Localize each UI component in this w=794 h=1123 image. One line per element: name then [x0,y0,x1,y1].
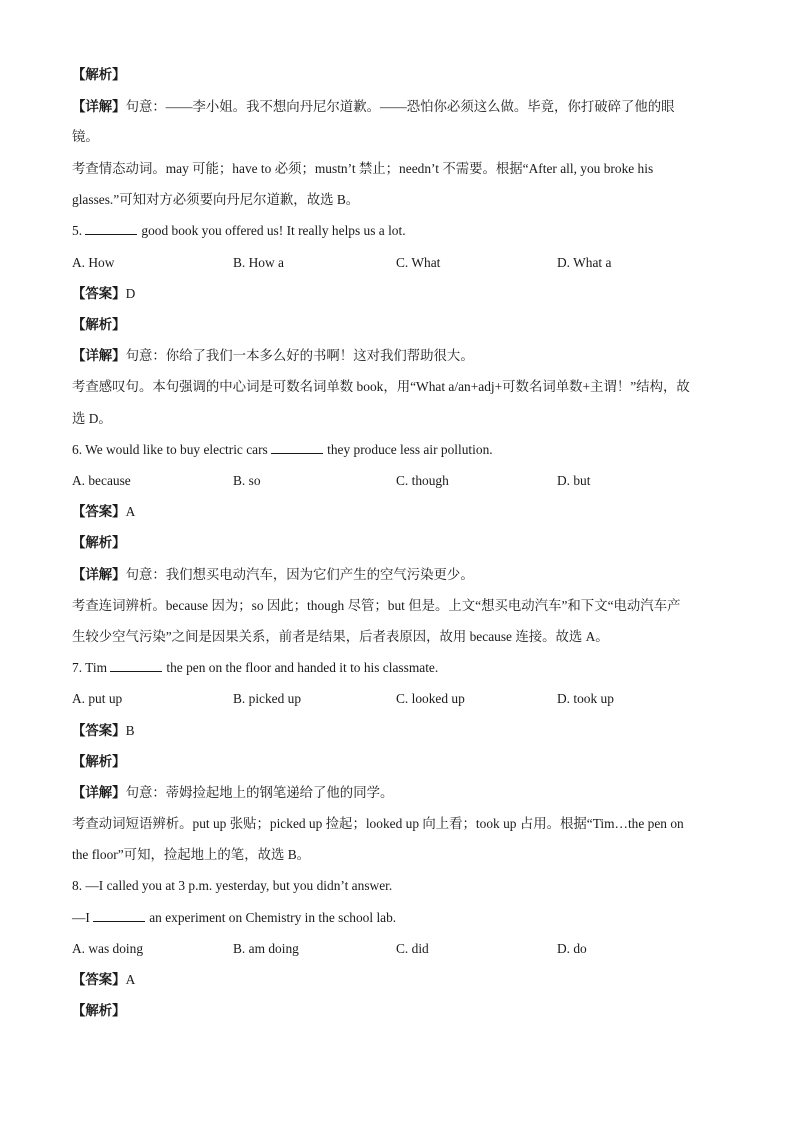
explanation-line: 考查连词辨析。because 因为；so 因此；though 尽管；but 但是。上文“想买电动汽车”和下文“电动汽车产 [72,598,681,613]
option-c: C. looked up [396,691,465,706]
answer-line: 【答案】D [72,286,136,301]
explanation-line: 考查动词短语辨析。put up 张贴；picked up 捡起；looked up 向上看；took up 占用。根据“Tim…the pen on [72,816,684,831]
answer-line: 【答案】A [72,972,136,987]
analysis-heading: 【解析】 [72,754,126,769]
detail-line: 【详解】句意：蒂姆捡起地上的钢笔递给了他的同学。 [72,785,394,800]
detail-line: 【详解】句意：你给了我们一本多么好的书啊！这对我们帮助很大。 [72,348,474,363]
detail-line: 【详解】句意：——李小姐。我不想向丹尼尔道歉。——恐怕你必须这么做。毕竟，你打破碎了他的眼 [72,99,675,114]
option-a: A. because [72,473,131,488]
option-a: A. put up [72,691,123,706]
option-d: D. took up [557,691,614,706]
question-stem-line2: —I an experiment on Chemistry in the school lab. [72,910,397,925]
option-d: D. do [557,941,587,956]
question-stem: 7. Tim the pen on the floor and handed it to his classmate. [72,660,439,675]
option-d: D. What a [557,255,612,270]
option-b: B. How a [233,255,284,270]
option-c: C. did [396,941,429,956]
answer-blank [110,659,162,672]
option-d: D. but [557,473,591,488]
analysis-heading: 【解析】 [72,317,126,332]
option-a: A. was doing [72,941,144,956]
explanation-line: 选 D。 [72,411,112,426]
answer-line: 【答案】B [72,723,135,738]
explanation-line: the floor”可知，捡起地上的笔，故选 B。 [72,847,311,862]
option-c: C. though [396,473,449,488]
answer-line: 【答案】A [72,504,136,519]
explanation-line: 生较少空气污染”之间是因果关系，前者是结果，后者表原因，故用 because 连接。故选 A。 [72,629,609,644]
answer-blank [271,441,323,454]
option-b: B. so [233,473,261,488]
detail-line-continued: 镜。 [72,129,99,144]
question-stem: 6. We would like to buy electric cars they produce less air pollution. [72,442,493,457]
option-b: B. picked up [233,691,302,706]
analysis-heading: 【解析】 [72,535,126,550]
explanation-line: 考查情态动词。may 可能；have to 必须；mustn’t 禁止；needn’t 不需要。根据“After all, you broke his [72,161,654,176]
option-c: C. What [396,255,441,270]
explanation-line: 考查感叹句。本句强调的中心词是可数名词单数 book，用“What a/an+adj+可数名词单数+主谓！”结构，故 [72,379,690,394]
analysis-heading: 【解析】 [72,1003,126,1018]
detail-line: 【详解】句意：我们想买电动汽车，因为它们产生的空气污染更少。 [72,567,474,582]
analysis-heading: 【解析】 [72,67,126,82]
answer-blank [85,222,137,235]
question-stem: 5. good book you offered us! It really helps us a lot. [72,223,406,238]
explanation-line: glasses.”可知对方必须要向丹尼尔道歉，故选 B。 [72,192,360,207]
question-stem: 8. —I called you at 3 p.m. yesterday, but you didn’t answer. [72,878,393,893]
answer-blank [93,909,145,922]
option-a: A. How [72,255,115,270]
option-b: B. am doing [233,941,299,956]
